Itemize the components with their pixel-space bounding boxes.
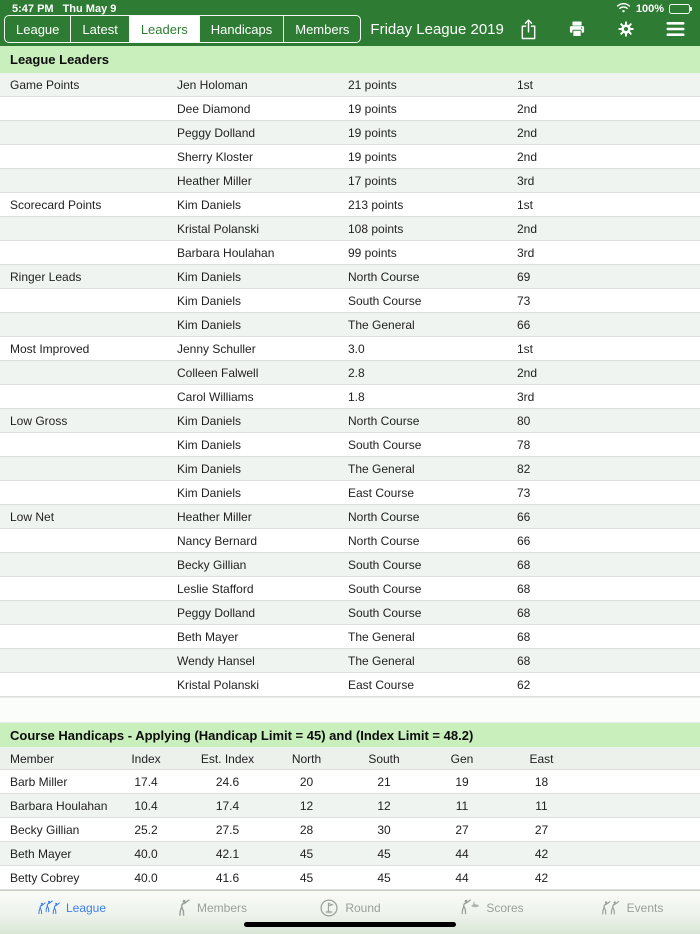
nav-bar [0, 15, 700, 46]
battery-percent: 100% [635, 2, 664, 15]
status-bar [0, 0, 700, 15]
leader-name: Kristal Polanski [177, 678, 260, 692]
leader-name: Kim Daniels [177, 318, 242, 332]
leader-row [0, 577, 700, 601]
leader-row [0, 289, 700, 313]
leader-row [0, 337, 700, 361]
leader-row [0, 457, 700, 481]
leader-name: Barbara Houlahan [177, 246, 275, 260]
menu-icon[interactable] [664, 18, 686, 40]
leader-rank: 1st [517, 198, 534, 212]
home-indicator[interactable] [244, 922, 456, 927]
league-leaders-header [0, 46, 700, 73]
leader-row [0, 169, 700, 193]
leader-category: Most Improved [10, 342, 90, 356]
league-leaders-header-label: League Leaders [10, 52, 109, 67]
handicap-value: 17.4 [134, 775, 158, 789]
gear-icon[interactable] [615, 18, 637, 40]
leader-rank: 82 [517, 462, 531, 476]
leader-name: Dee Diamond [177, 102, 251, 116]
handicap-header-row [0, 747, 700, 770]
leader-category: Low Gross [10, 414, 68, 428]
handicap-value: 40.0 [134, 871, 158, 885]
leader-value: 3.0 [348, 342, 365, 356]
leader-value: 1.8 [348, 390, 365, 404]
leader-rank: 2nd [517, 150, 538, 164]
leader-rank: 78 [517, 438, 531, 452]
handicap-value: 44 [455, 871, 469, 885]
leader-name: Jen Holoman [177, 78, 248, 92]
handicap-value: 11 [535, 799, 548, 813]
leader-value: 19 points [348, 102, 397, 116]
tab-members[interactable] [140, 891, 280, 934]
handicap-row [0, 866, 700, 890]
leader-row [0, 481, 700, 505]
handicap-value: 45 [377, 871, 391, 885]
league-leaders-table [0, 73, 700, 697]
leader-value: North Course [348, 510, 420, 524]
handicap-value: 44 [455, 847, 469, 861]
leader-value: South Course [348, 606, 422, 620]
leader-value: The General [348, 630, 415, 644]
leader-name: Heather Miller [177, 510, 252, 524]
nav-tab-handicaps[interactable]: Handicaps [199, 16, 283, 42]
leader-rank: 73 [517, 294, 531, 308]
nav-action-icons [517, 18, 686, 40]
handicap-value: 40.0 [134, 847, 158, 861]
leader-rank: 1st [517, 342, 534, 356]
leader-name: Kim Daniels [177, 414, 242, 428]
leader-name: Becky Gillian [177, 558, 247, 572]
leader-rank: 68 [517, 606, 531, 620]
segmented-control [4, 15, 361, 43]
status-right [616, 2, 690, 16]
leader-row [0, 625, 700, 649]
tab-label: Members [196, 900, 247, 915]
leader-name: Leslie Stafford [177, 582, 254, 596]
leader-rank: 73 [517, 486, 531, 500]
handicap-column-gen: Gen [450, 751, 474, 766]
nav-tab-leaders[interactable]: Leaders [129, 16, 199, 42]
handicap-member: Becky Gillian [10, 823, 80, 837]
leader-value: East Course [348, 486, 415, 500]
golf-hole-icon [319, 898, 339, 918]
handicap-member: Barb Miller [10, 775, 68, 789]
leader-row [0, 313, 700, 337]
nav-title: Friday League 2019 [370, 20, 504, 38]
handicap-value: 45 [299, 871, 314, 885]
leader-rank: 68 [517, 630, 531, 644]
handicap-member: Beth Mayer [10, 847, 72, 861]
handicap-column-index: Index [131, 751, 161, 766]
leader-name: Nancy Bernard [177, 534, 258, 548]
print-icon[interactable] [566, 18, 588, 40]
tab-league[interactable] [0, 891, 140, 934]
leader-name: Peggy Dolland [177, 606, 256, 620]
leader-row [0, 385, 700, 409]
leader-rank: 1st [517, 78, 534, 92]
leader-value: North Course [348, 534, 420, 548]
leader-category: Ringer Leads [10, 270, 82, 284]
course-handicaps-header-label: Course Handicaps - Applying (Handicap Limit = 45) and (Index Limit = 48.2) [10, 727, 474, 743]
leader-rank: 66 [517, 534, 531, 548]
status-left [12, 3, 116, 15]
handicap-value: 45 [299, 847, 314, 861]
leader-rank: 3rd [517, 246, 535, 260]
leader-name: Kim Daniels [177, 294, 242, 308]
leader-rank: 68 [517, 558, 531, 572]
leader-row [0, 409, 700, 433]
leader-name: Kim Daniels [177, 462, 242, 476]
handicap-value: 19 [455, 775, 469, 789]
leader-value: North Course [348, 414, 420, 428]
leader-name: Peggy Dolland [177, 126, 256, 140]
leader-rank: 68 [517, 654, 531, 668]
leader-row [0, 265, 700, 289]
handicap-value: 21 [377, 775, 391, 789]
handicap-row [0, 842, 700, 866]
leader-name: Kim Daniels [177, 486, 242, 500]
handicap-value: 27 [455, 823, 469, 837]
leader-value: 2.8 [348, 366, 365, 380]
leader-name: Sherry Kloster [177, 150, 254, 164]
handicap-value: 30 [377, 823, 391, 837]
handicap-value: 11 [455, 799, 469, 813]
handicap-row [0, 770, 700, 794]
handicap-column-member: Member [10, 751, 55, 766]
handicap-value: 27 [534, 823, 549, 837]
leader-row [0, 361, 700, 385]
leader-row [0, 121, 700, 145]
leader-rank: 2nd [517, 102, 538, 116]
course-handicaps-header [0, 723, 700, 747]
leader-row [0, 529, 700, 553]
tab-scores[interactable] [420, 891, 560, 934]
golfer-putting-icon [456, 898, 480, 918]
handicap-value: 42.1 [215, 847, 240, 861]
leader-row [0, 601, 700, 625]
leader-value: East Course [348, 678, 415, 692]
leader-value: The General [348, 318, 415, 332]
status-time: 5:47 PM [12, 2, 54, 15]
handicap-member: Barbara Houlahan [10, 799, 108, 813]
leader-row [0, 649, 700, 673]
leader-name: Kim Daniels [177, 438, 242, 452]
handicap-row [0, 818, 700, 842]
leader-name: Kim Daniels [177, 198, 242, 212]
leader-rank: 2nd [517, 126, 538, 140]
leader-rank: 3rd [517, 174, 535, 188]
leader-value: 213 points [348, 198, 404, 212]
leader-name: Jenny Schuller [177, 342, 256, 356]
handicap-value: 20 [299, 775, 314, 789]
leader-rank: 68 [517, 582, 531, 596]
leader-rank: 69 [517, 270, 531, 284]
handicap-value: 17.4 [215, 799, 240, 813]
leader-row [0, 193, 700, 217]
handicap-row [0, 794, 700, 818]
leader-name: Kristal Polanski [177, 222, 260, 236]
handicap-value: 45 [377, 847, 391, 861]
leader-rank: 66 [517, 318, 531, 332]
leader-value: South Course [348, 558, 422, 572]
leader-value: South Course [348, 582, 422, 596]
leader-name: Carol Williams [177, 390, 254, 404]
battery-icon [669, 4, 690, 14]
share-icon[interactable] [517, 18, 539, 40]
handicap-value: 28 [299, 823, 314, 837]
handicap-value: 12 [377, 799, 391, 813]
leader-name: Beth Mayer [177, 630, 239, 644]
handicap-value: 12 [299, 799, 314, 813]
nav-tab-members[interactable]: Members [283, 16, 360, 42]
leader-category: Low Net [10, 510, 55, 524]
tab-events[interactable] [560, 891, 700, 934]
handicap-column-south: South [368, 751, 400, 766]
leader-row [0, 553, 700, 577]
tab-label: League [65, 900, 107, 915]
course-handicaps-table [0, 747, 700, 890]
leader-rank: 2nd [517, 222, 538, 236]
handicap-value: 10.4 [134, 799, 158, 813]
leader-name: Wendy Hansel [177, 654, 255, 668]
leader-value: The General [348, 462, 415, 476]
leader-value: 99 points [348, 246, 397, 260]
leader-value: North Course [348, 270, 420, 284]
section-gap [0, 697, 700, 723]
handicap-value: 25.2 [134, 823, 158, 837]
top-bar [0, 0, 700, 46]
leader-name: Colleen Falwell [177, 366, 259, 380]
handicap-value: 18 [534, 775, 549, 789]
leader-row [0, 241, 700, 265]
handicap-value: 24.6 [215, 775, 240, 789]
leader-row [0, 673, 700, 697]
handicap-column-east: East [529, 751, 554, 766]
leader-row [0, 145, 700, 169]
golfer-pair-icon [597, 898, 621, 918]
leader-row [0, 505, 700, 529]
leader-rank: 62 [517, 678, 531, 692]
wifi-icon [616, 2, 631, 16]
golfer-group-icon [34, 898, 60, 918]
handicap-column-est-index: Est. Index [200, 751, 255, 766]
nav-tab-latest[interactable]: Latest [70, 16, 128, 42]
leader-value: 19 points [348, 150, 397, 164]
leader-value: The General [348, 654, 415, 668]
status-date: Thu May 9 [62, 2, 117, 15]
leader-value: 19 points [348, 126, 397, 140]
handicap-value: 42 [534, 871, 549, 885]
leader-rank: 66 [517, 510, 531, 524]
handicap-column-north: North [291, 751, 322, 766]
tab-round[interactable] [280, 891, 420, 934]
leader-value: South Course [348, 294, 422, 308]
leader-rank: 3rd [517, 390, 535, 404]
leader-row [0, 97, 700, 121]
handicap-value: 27.5 [215, 823, 240, 837]
leader-row [0, 73, 700, 97]
nav-tab-league[interactable]: League [16, 21, 60, 37]
tab-label: Round [345, 900, 381, 915]
handicap-value: 42 [534, 847, 549, 861]
leader-category: Game Points [10, 78, 80, 92]
tab-label: Events [626, 900, 664, 915]
leader-name: Kim Daniels [177, 270, 242, 284]
leader-value: 21 points [348, 78, 397, 92]
leader-category: Scorecard Points [10, 198, 102, 212]
leader-value: 108 points [348, 222, 404, 236]
bottom-tab-bar [0, 890, 700, 934]
leader-row [0, 217, 700, 241]
leader-row [0, 433, 700, 457]
leader-value: South Course [348, 438, 422, 452]
leader-rank: 2nd [517, 366, 538, 380]
leader-name: Heather Miller [177, 174, 252, 188]
golfer-icon [173, 898, 191, 918]
tab-label: Scores [486, 900, 524, 915]
handicap-member: Betty Cobrey [10, 871, 80, 885]
handicap-value: 41.6 [215, 871, 240, 885]
leader-rank: 80 [517, 414, 531, 428]
leader-value: 17 points [348, 174, 397, 188]
